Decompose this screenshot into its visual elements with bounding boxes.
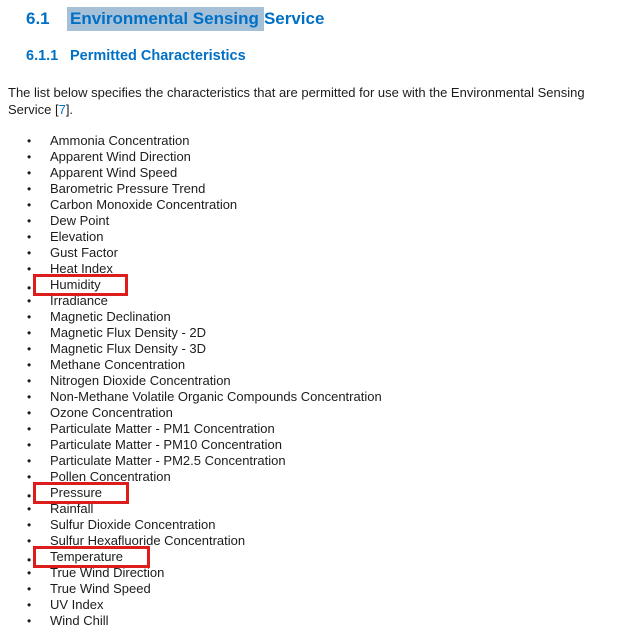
bullet-icon: • bbox=[27, 214, 32, 228]
list-item bbox=[27, 405, 382, 421]
list-item bbox=[27, 197, 382, 213]
bullet-icon: • bbox=[27, 438, 32, 452]
list-item-label-red-annotation-box: Pressure bbox=[33, 482, 129, 504]
bullet-icon: • bbox=[27, 326, 32, 340]
bullet-icon: • bbox=[27, 502, 32, 516]
list-item-label: Dew Point bbox=[50, 213, 110, 228]
selected-text-highlight: Environmental Sensing bbox=[67, 7, 264, 31]
list-item-label: Apparent Wind Speed bbox=[50, 165, 178, 180]
list-item-label: Nitrogen Dioxide Concentration bbox=[50, 373, 231, 388]
list-item-label: Sulfur Hexafluoride Concentration bbox=[50, 533, 246, 548]
section-title bbox=[70, 9, 324, 28]
bullet-icon: • bbox=[27, 166, 32, 180]
list-item bbox=[27, 421, 382, 437]
list-item bbox=[27, 597, 382, 613]
list-item bbox=[27, 181, 382, 197]
intro-text-after-ref: ]. bbox=[65, 101, 74, 117]
section-number: 6.1 bbox=[26, 9, 50, 28]
section-title-rest: Service bbox=[263, 9, 325, 28]
list-item bbox=[27, 437, 382, 453]
bullet-icon: • bbox=[27, 134, 32, 148]
reference-link[interactable]: 7 bbox=[58, 101, 66, 117]
intro-paragraph bbox=[8, 85, 618, 118]
bullet-icon: • bbox=[27, 614, 32, 628]
bullet-icon: • bbox=[27, 182, 32, 196]
bullet-icon: • bbox=[27, 422, 32, 436]
list-item-label-red-annotation-box: Temperature bbox=[33, 546, 150, 568]
intro-text-before-ref: The list below specifies the characteristics that are permitted for use with the Environmental Sensing Service [ bbox=[8, 85, 585, 117]
list-item bbox=[27, 389, 382, 405]
bullet-icon: • bbox=[27, 454, 32, 468]
bullet-icon: • bbox=[27, 406, 32, 420]
list-item-label: Particulate Matter - PM2.5 Concentration bbox=[50, 453, 286, 468]
list-item bbox=[27, 581, 382, 597]
list-item-label: Carbon Monoxide Concentration bbox=[50, 197, 238, 212]
list-item-label: Non-Methane Volatile Organic Compounds Concentration bbox=[50, 389, 382, 404]
list-item-label: Particulate Matter - PM10 Concentration bbox=[50, 437, 282, 452]
bullet-icon: • bbox=[27, 390, 32, 404]
list-item-label: Irradiance bbox=[50, 293, 108, 308]
bullet-icon: • bbox=[27, 230, 32, 244]
list-item bbox=[27, 357, 382, 373]
subsection-title: Permitted Characteristics bbox=[70, 48, 246, 64]
bullet-icon: • bbox=[27, 281, 32, 295]
list-item bbox=[27, 341, 382, 357]
characteristics-list bbox=[27, 133, 382, 629]
bullet-icon: • bbox=[27, 246, 32, 260]
bullet-icon: • bbox=[27, 534, 32, 548]
list-item bbox=[27, 277, 382, 293]
bullet-icon: • bbox=[27, 518, 32, 532]
bullet-icon: • bbox=[27, 374, 32, 388]
list-item bbox=[27, 485, 382, 501]
list-item-label: Wind Chill bbox=[50, 613, 109, 628]
list-item bbox=[27, 133, 382, 149]
bullet-icon: • bbox=[27, 150, 32, 164]
section-heading bbox=[26, 8, 324, 30]
bullet-icon: • bbox=[27, 582, 32, 596]
list-item-label: Methane Concentration bbox=[50, 357, 186, 372]
list-item-label: True Wind Direction bbox=[50, 565, 165, 580]
list-item-label: Heat Index bbox=[50, 261, 113, 276]
list-item bbox=[27, 309, 382, 325]
bullet-icon: • bbox=[27, 553, 32, 567]
bullet-icon: • bbox=[27, 342, 32, 356]
list-item bbox=[27, 613, 382, 629]
list-item bbox=[27, 245, 382, 261]
list-item-label: Ammonia Concentration bbox=[50, 133, 190, 148]
list-item-label: Particulate Matter - PM1 Concentration bbox=[50, 421, 275, 436]
list-item bbox=[27, 373, 382, 389]
list-item-label: Magnetic Flux Density - 3D bbox=[50, 341, 207, 356]
list-item-label: Sulfur Dioxide Concentration bbox=[50, 517, 216, 532]
bullet-icon: • bbox=[27, 358, 32, 372]
list-item bbox=[27, 229, 382, 245]
list-item-label: Pollen Concentration bbox=[50, 469, 171, 484]
list-item-label: Rainfall bbox=[50, 501, 94, 516]
bullet-icon: • bbox=[27, 262, 32, 276]
list-item-label: Magnetic Flux Density - 2D bbox=[50, 325, 207, 340]
list-item bbox=[27, 325, 382, 341]
list-item-label: Ozone Concentration bbox=[50, 405, 173, 420]
bullet-icon: • bbox=[27, 310, 32, 324]
list-item-label: Elevation bbox=[50, 229, 104, 244]
bullet-icon: • bbox=[27, 566, 32, 580]
list-item bbox=[27, 549, 382, 565]
bullet-icon: • bbox=[27, 489, 32, 503]
list-item bbox=[27, 165, 382, 181]
list-item-label: Gust Factor bbox=[50, 245, 118, 260]
list-item bbox=[27, 149, 382, 165]
bullet-icon: • bbox=[27, 198, 32, 212]
list-item-label: Apparent Wind Direction bbox=[50, 149, 191, 164]
subsection-number: 6.1.1 bbox=[26, 48, 59, 64]
list-item-label: Magnetic Declination bbox=[50, 309, 171, 324]
bullet-icon: • bbox=[27, 598, 32, 612]
bullet-icon: • bbox=[27, 294, 32, 308]
list-item bbox=[27, 453, 382, 469]
list-item-label: True Wind Speed bbox=[50, 581, 151, 596]
bullet-icon: • bbox=[27, 470, 32, 484]
list-item-label: UV Index bbox=[50, 597, 104, 612]
subsection-heading bbox=[26, 47, 246, 66]
list-item bbox=[27, 517, 382, 533]
list-item bbox=[27, 213, 382, 229]
list-item-label: Barometric Pressure Trend bbox=[50, 181, 206, 196]
list-item-label-red-annotation-box: Humidity bbox=[33, 274, 128, 296]
